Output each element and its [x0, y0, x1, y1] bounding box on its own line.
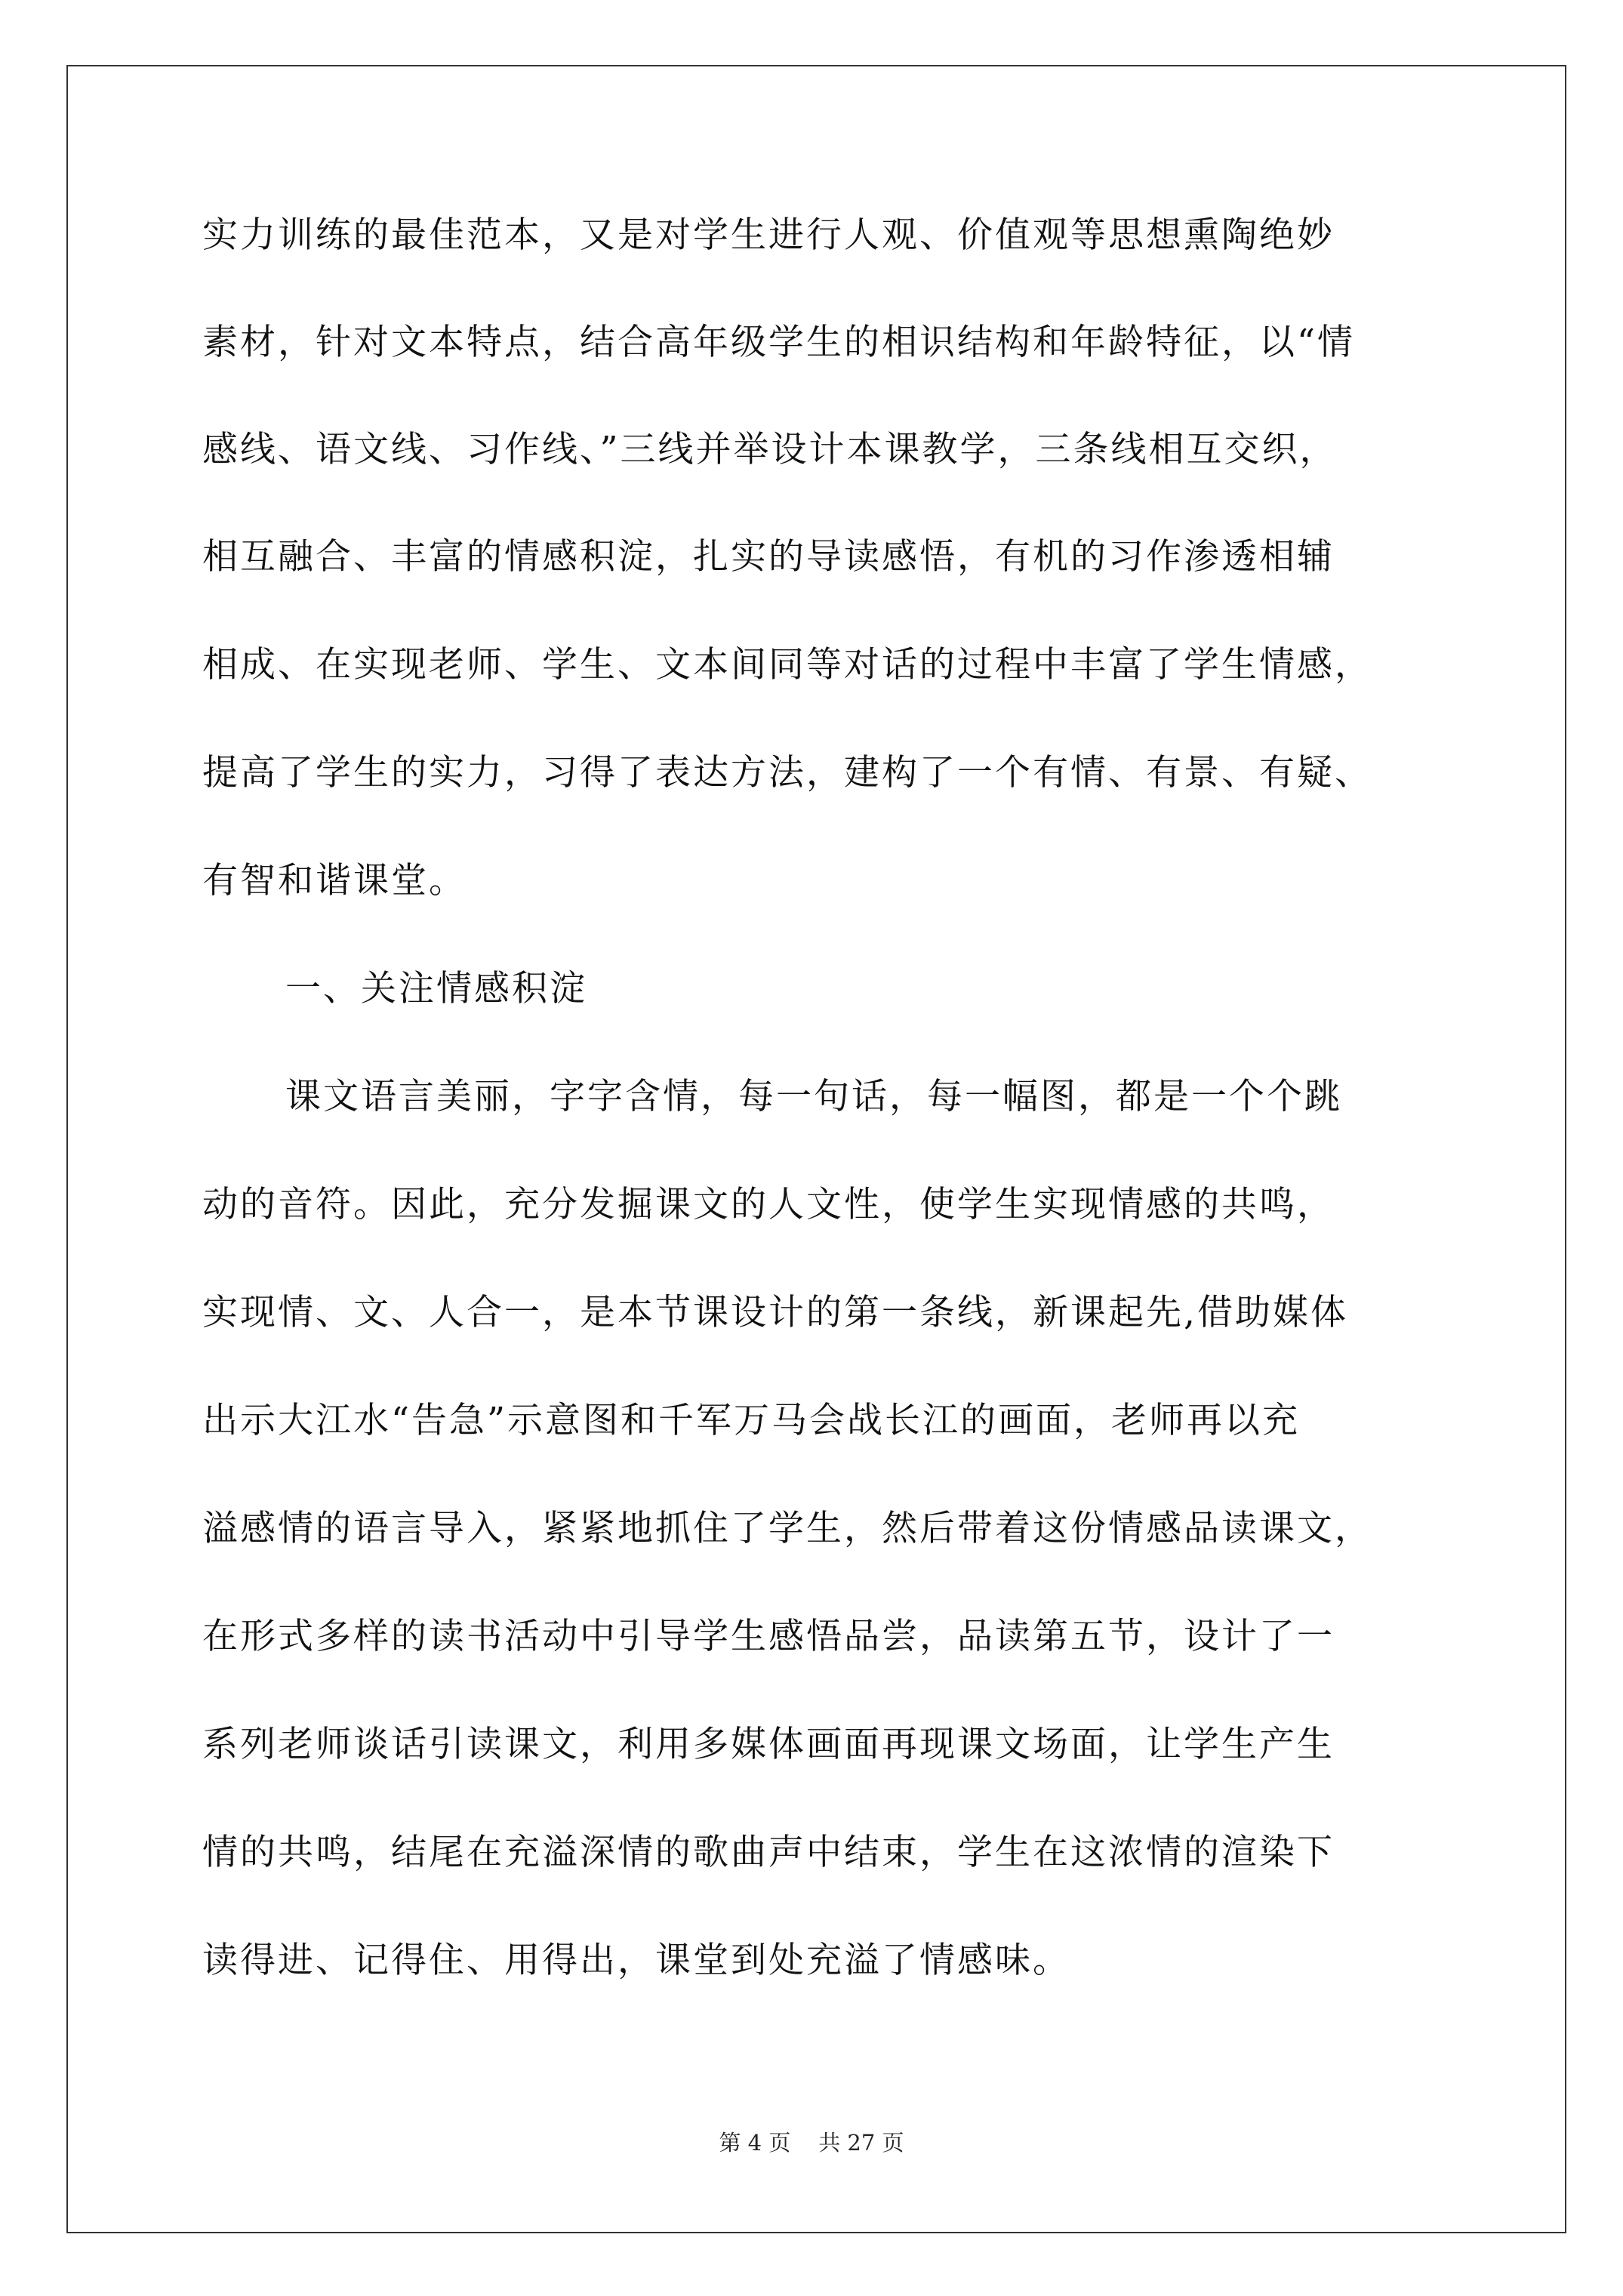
text-line: 相互融合、丰富的情感积淀，扎实的导读感悟，有机的习作渗透相辅 [202, 536, 1335, 578]
text-line: 出示大江水“告急”示意图和千军万马会战长江的画面，老师再以充 [202, 1400, 1301, 1441]
page-border [66, 65, 1566, 2233]
text-line: 感线、语文线、习作线、”三线并举设计本课教学，三条线相互交织， [202, 429, 1338, 470]
page-number-footer: 第 4 页 共 27 页 [719, 2130, 904, 2156]
text-line: 读得进、记得住、用得出，课堂到处充溢了情感味。 [202, 1940, 1070, 1981]
text-line: 相成、在实现老师、学生、文本间同等对话的过程中丰富了学生情感， [202, 644, 1372, 686]
text-line: 实力训练的最佳范本，又是对学生进行人观、价值观等思想熏陶绝妙 [202, 214, 1335, 256]
text-line: 有智和谐课堂。 [202, 860, 467, 901]
text-line: 素材，针对文本特点，结合高年级学生的相识结构和年龄特征，以“情 [202, 322, 1356, 363]
text-line: 系列老师谈话引读课文，利用多媒体画面再现课文场面，让学生产生 [202, 1724, 1335, 1765]
text-line: 实现情、文、人合一，是本节课设计的第一条线，新课起先,借助媒体 [202, 1292, 1348, 1333]
text-line: 在形式多样的读书活动中引导学生感悟品尝，品读第五节，设计了一 [202, 1616, 1335, 1657]
text-line: 动的音符。因此，充分发掘课文的人文性，使学生实现情感的共鸣， [202, 1184, 1335, 1225]
section-heading: 一、关注情感积淀 [285, 968, 587, 1009]
paragraph-start-line: 课文语言美丽，字字含情，每一句话，每一幅图，都是一个个跳 [285, 1076, 1342, 1117]
text-line: 提高了学生的实力，习得了表达方法，建构了一个有情、有景、有疑、 [202, 752, 1372, 794]
text-line: 溢感情的语言导入，紧紧地抓住了学生，然后带着这份情感品读课文， [202, 1508, 1372, 1549]
text-line: 情的共鸣，结尾在充溢深情的歌曲声中结束，学生在这浓情的渲染下 [202, 1832, 1335, 1873]
